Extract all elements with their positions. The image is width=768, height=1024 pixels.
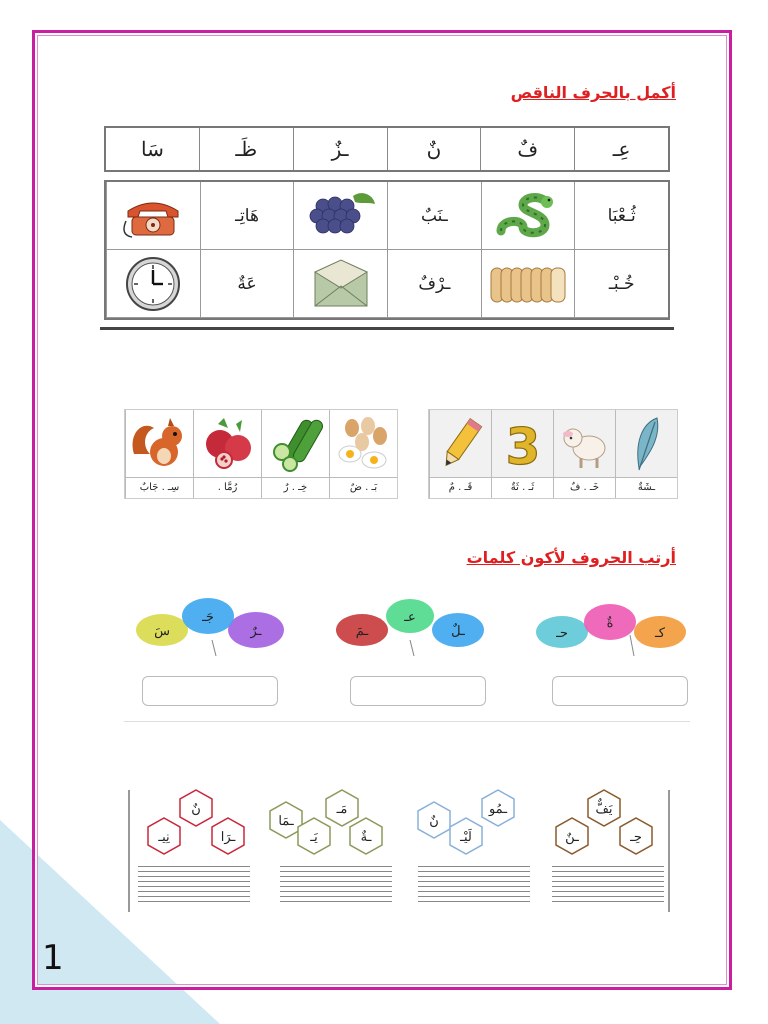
answer-box[interactable] <box>142 676 278 706</box>
hex-letter: يَـ <box>310 830 318 845</box>
tile <box>553 410 615 498</box>
envelope-icon <box>293 250 387 318</box>
snake-icon <box>481 182 575 250</box>
tile <box>429 410 491 498</box>
balloon-letter: ـلٌ <box>451 624 465 639</box>
tile <box>615 410 677 498</box>
letter-cell: فٌ <box>480 128 574 170</box>
clock-icon <box>106 250 200 318</box>
hexagon-group <box>402 788 530 860</box>
tile-label[interactable]: ـشَةٌ <box>616 477 677 498</box>
balloon-letter: جَـ <box>202 610 214 625</box>
balloon <box>584 604 636 640</box>
answer-box[interactable] <box>552 676 688 706</box>
divider <box>668 790 670 912</box>
writing-lines[interactable] <box>280 862 392 906</box>
section1-title: أكمل بالحرف الناقص <box>510 83 676 102</box>
balloon-letter: سَ <box>154 624 170 639</box>
letter-cell: سَا <box>141 137 164 161</box>
tile-label[interactable]: ثَـ . ثَةٌ <box>492 477 553 498</box>
hex-letter: لَيْـ <box>460 830 472 845</box>
hex-letter: ـنٌ <box>565 830 579 845</box>
tile-label[interactable]: رُمَّا . <box>194 477 261 498</box>
hex-letter: نٌ <box>429 814 439 829</box>
letter-cell: ظَـ <box>199 128 293 170</box>
bread-icon <box>481 250 575 318</box>
word-cell[interactable]: هَاتِـ <box>200 182 294 250</box>
tile-label[interactable]: خِـ . رٌ <box>262 477 329 498</box>
balloon-letter: ـمَ <box>355 624 369 639</box>
tile <box>193 410 261 498</box>
letters-row <box>104 126 670 172</box>
hex-letter: ـمَا <box>278 814 294 829</box>
word-cell[interactable]: ـرْفٌ <box>387 250 481 318</box>
hexagon-group <box>262 788 390 860</box>
hexagon-group <box>540 788 668 860</box>
answer-box[interactable] <box>350 676 486 706</box>
divider <box>100 327 674 330</box>
pomegranate-icon <box>198 414 258 474</box>
page-number: 1 <box>42 938 64 978</box>
tile <box>261 410 329 498</box>
tile-label[interactable]: خَـ . فٌ <box>554 477 615 498</box>
letter-cell: ـزٌ <box>293 128 387 170</box>
hexagon-group <box>140 788 268 860</box>
eggs-icon <box>336 414 392 474</box>
hex-letter: مَـ <box>336 802 348 817</box>
balloon-letter: عـ <box>404 610 416 625</box>
word-cell[interactable]: ثُـعْبَا <box>574 182 668 250</box>
squirrel-icon <box>128 414 192 474</box>
word-cell[interactable]: ـنَبٌ <box>387 182 481 250</box>
tile-label[interactable]: بَـ . ضٌ <box>330 477 397 498</box>
balloon <box>536 616 588 648</box>
number-three-icon <box>501 414 545 474</box>
divider <box>128 790 130 912</box>
hex-letter: حِـ <box>630 830 642 845</box>
grapes-icon <box>293 182 387 250</box>
balloon-letter: ـرٌ <box>250 624 262 639</box>
letter-cell: نٌ <box>387 128 481 170</box>
tile <box>329 410 397 498</box>
picture-table <box>104 180 670 320</box>
lamb-icon <box>559 416 611 472</box>
hex-letter: ـمُو <box>488 802 508 817</box>
tile-label[interactable]: قَـ . مٌ <box>430 477 491 498</box>
telephone-icon <box>106 182 200 250</box>
hex-letter: نِيـ <box>158 830 170 845</box>
hex-letter: نٌ <box>191 802 201 817</box>
writing-lines[interactable] <box>418 862 530 906</box>
word-cell[interactable]: عَةٌ <box>200 250 294 318</box>
balloon-letter: حـ <box>556 626 568 641</box>
cucumber-icon <box>268 414 324 474</box>
hex-letter: يَفٌّ <box>595 802 613 817</box>
tile-label[interactable]: سِـ . جَابٌ <box>126 477 193 498</box>
divider <box>124 721 690 722</box>
tile <box>125 410 193 498</box>
balloon-letter: ةٌ <box>606 616 614 631</box>
picture-strip-right <box>428 409 678 499</box>
picture-strip-left <box>124 409 398 499</box>
pencil-icon <box>439 414 483 474</box>
writing-lines[interactable] <box>552 862 664 906</box>
word-cell[interactable]: خُـبْـ <box>574 250 668 318</box>
writing-lines[interactable] <box>138 862 250 906</box>
hex-letter: ـةٌ <box>360 830 372 845</box>
feather-icon <box>627 414 667 474</box>
tile <box>491 410 553 498</box>
section3-title: أرتب الحروف لأكون كلمات <box>466 548 676 567</box>
number-glyph: 3 <box>505 417 540 474</box>
hex-letter: ـرَا <box>220 830 236 845</box>
balloon-letter: كـ <box>655 626 665 641</box>
balloon <box>630 616 686 656</box>
balloon-group <box>330 590 490 660</box>
letter-cell: عِـ <box>574 128 668 170</box>
balloon-group <box>530 590 690 660</box>
balloon-group <box>132 590 292 660</box>
